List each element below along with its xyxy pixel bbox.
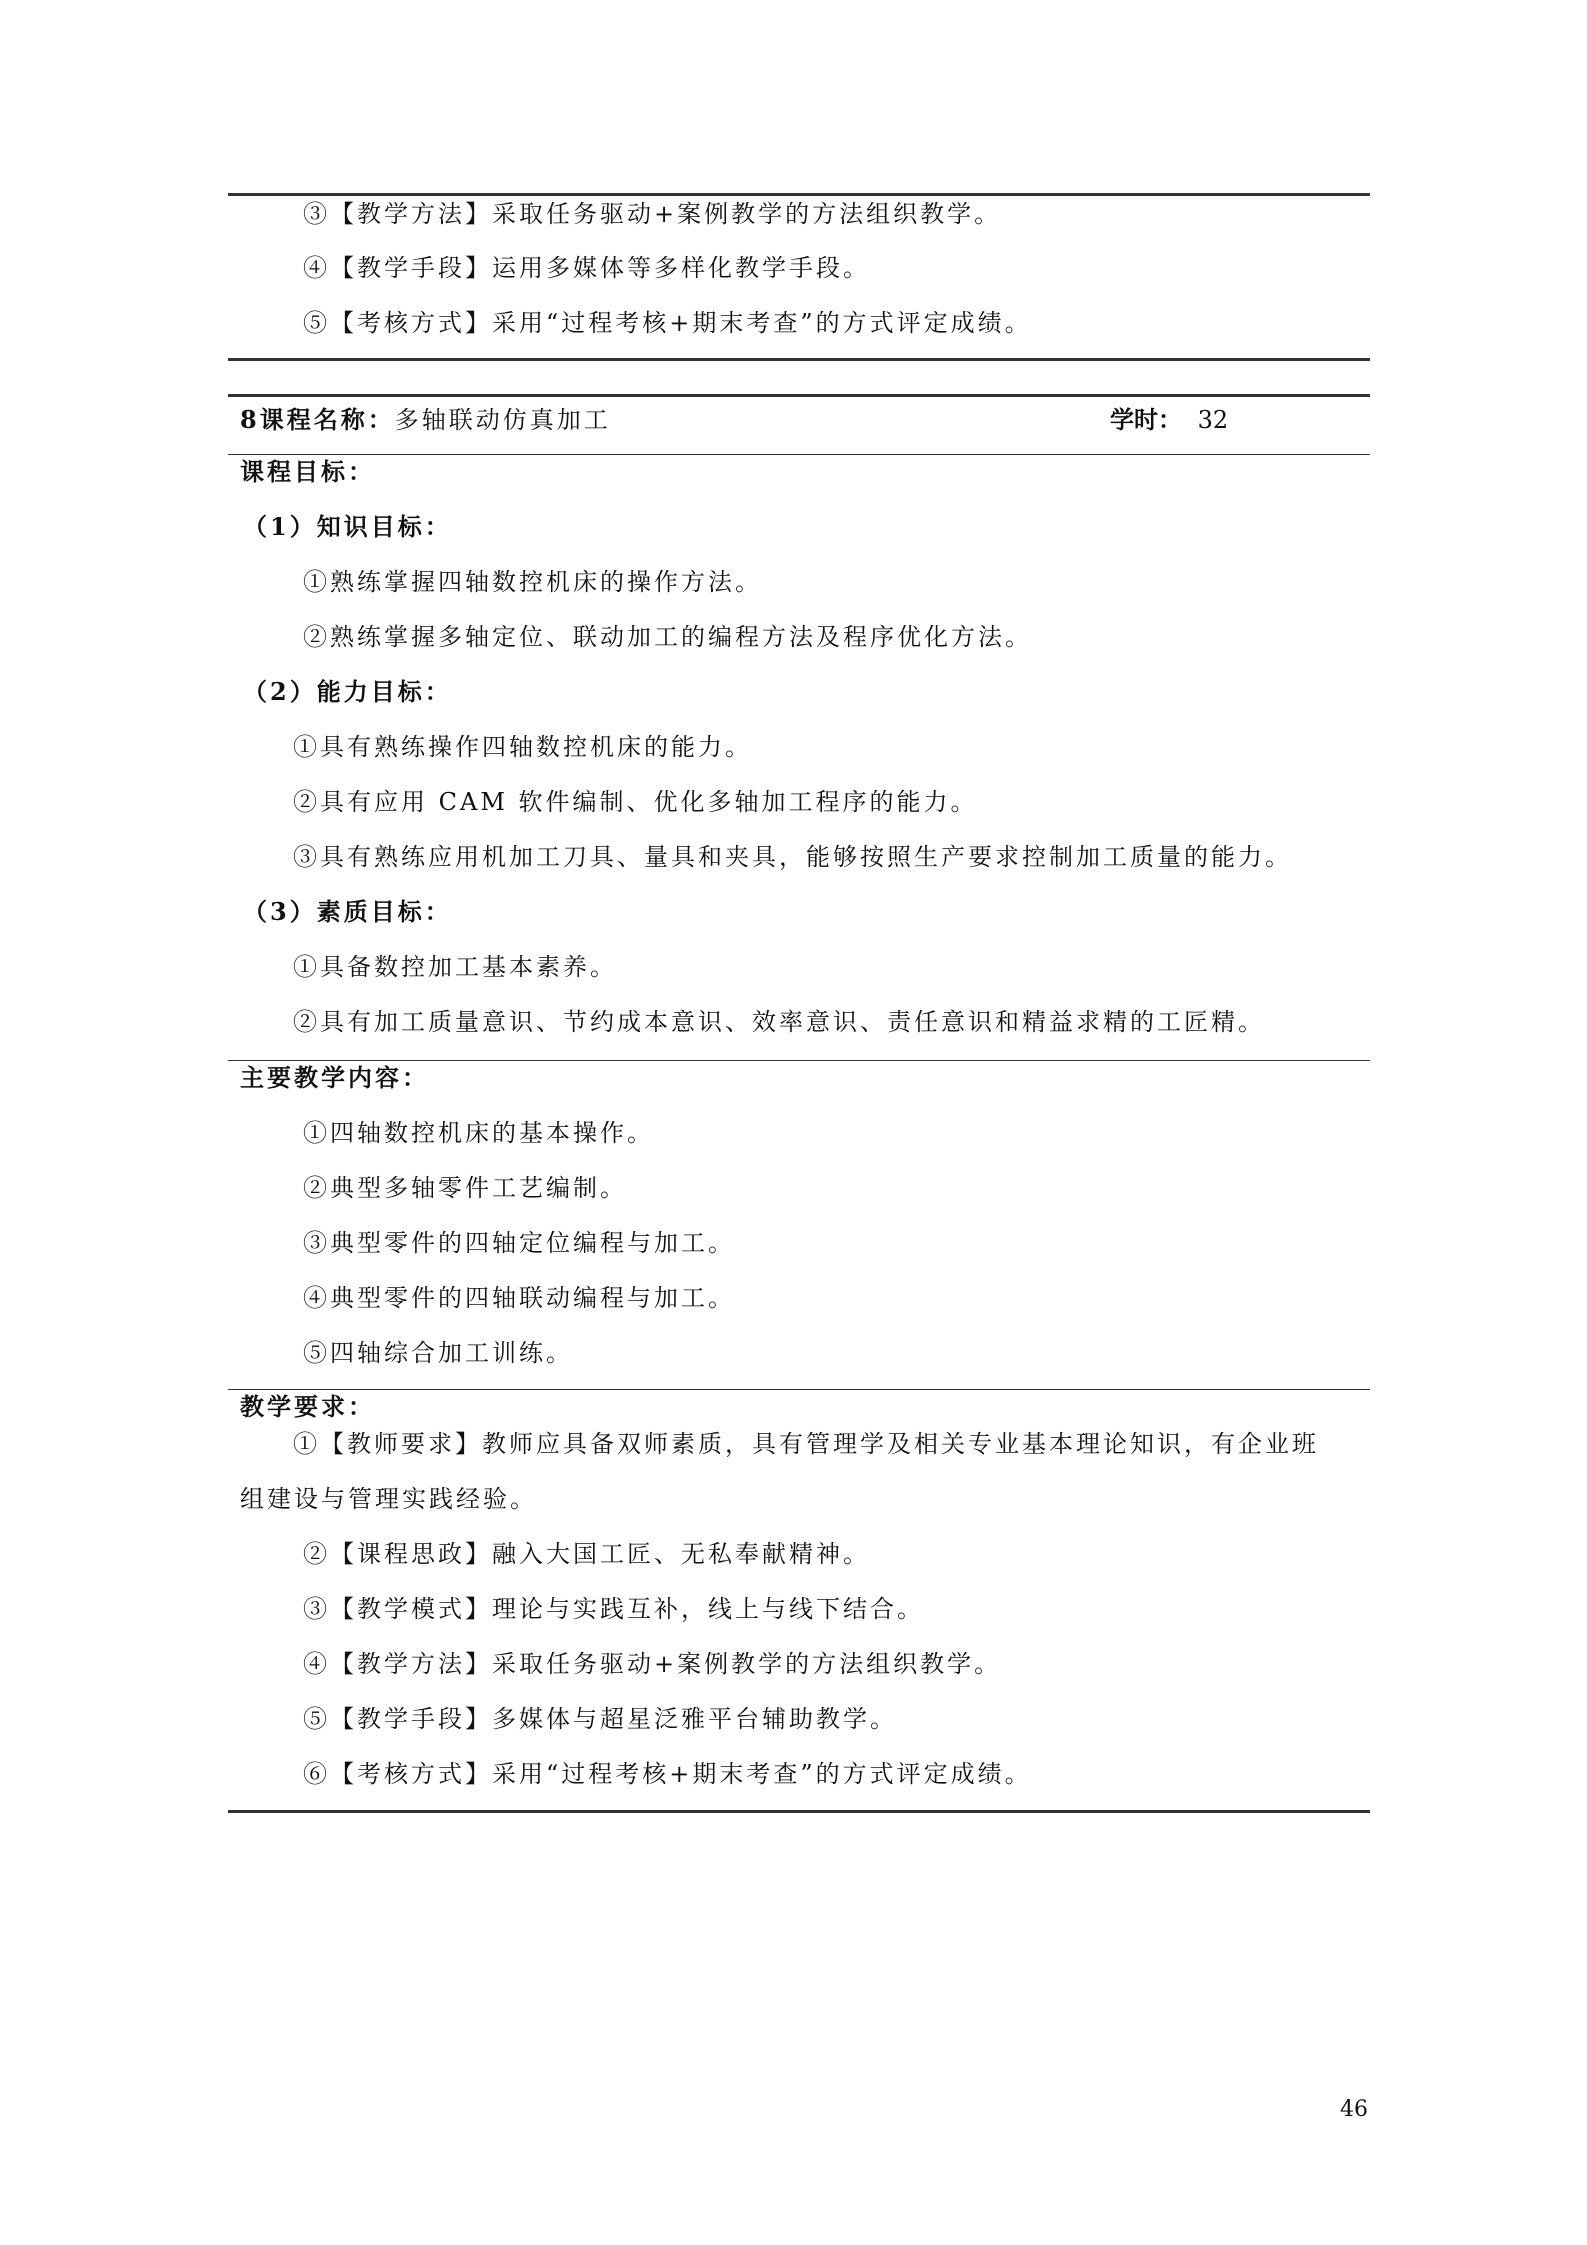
prev-item-5: ⑤【考核方式】采用“过程考核+期末考查”的方式评定成绩。 bbox=[303, 309, 1032, 337]
course-name-label: 8课程名称： bbox=[240, 405, 395, 434]
ability-title: （2）能力目标： bbox=[243, 677, 452, 706]
page-number: 46 bbox=[1340, 2097, 1368, 2122]
prev-item-3: ③【教学方法】采取任务驱动+案例教学的方法组织教学。 bbox=[303, 200, 1002, 228]
quality-item-2: ②具有加工质量意识、节约成本意识、效率意识、责任意识和精益求精的工匠精。 bbox=[293, 1008, 1265, 1036]
course-hours-label: 学时： bbox=[1110, 405, 1182, 434]
requirement-item-3: ③【教学模式】理论与实践互补，线上与线下结合。 bbox=[303, 1595, 924, 1623]
content-item-2: ②典型多轴零件工艺编制。 bbox=[303, 1174, 627, 1202]
prev-item-4: ④【教学手段】运用多媒体等多样化教学手段。 bbox=[303, 254, 870, 282]
objectives-title: 课程目标： bbox=[240, 457, 375, 486]
knowledge-item-1: ①熟练掌握四轴数控机床的操作方法。 bbox=[303, 568, 762, 596]
course-header-top-rule bbox=[228, 394, 1370, 397]
course-hours bbox=[1110, 400, 1228, 440]
requirements-title: 教学要求： bbox=[240, 1392, 375, 1421]
ability-item-2: ②具有应用 CAM 软件编制、优化多轴加工程序的能力。 bbox=[293, 788, 978, 816]
requirement-item-4: ④【教学方法】采取任务驱动+案例教学的方法组织教学。 bbox=[303, 1650, 1002, 1678]
content-item-5: ⑤四轴综合加工训练。 bbox=[303, 1339, 573, 1367]
course-name: 多轴联动仿真加工 bbox=[394, 406, 611, 434]
content-item-1: ①四轴数控机床的基本操作。 bbox=[303, 1119, 654, 1147]
requirement-item-2: ②【课程思政】融入大国工匠、无私奉献精神。 bbox=[303, 1540, 870, 1568]
requirement-item-6: ⑥【考核方式】采用“过程考核+期末考查”的方式评定成绩。 bbox=[303, 1760, 1032, 1788]
knowledge-title: （1）知识目标： bbox=[243, 512, 452, 541]
course-bottom-rule bbox=[228, 1810, 1370, 1813]
course-hours-value: 32 bbox=[1197, 406, 1229, 434]
ability-item-3: ③具有熟练应用机加工刀具、量具和夹具，能够按照生产要求控制加工质量的能力。 bbox=[293, 843, 1292, 871]
content-title: 主要教学内容： bbox=[240, 1063, 429, 1092]
table-bottom-rule bbox=[228, 358, 1370, 361]
requirement-item-1-line2: 组建设与管理实践经验。 bbox=[240, 1485, 537, 1513]
quality-title: （3）素质目标： bbox=[243, 897, 452, 926]
quality-item-1: ①具备数控加工基本素养。 bbox=[293, 953, 617, 981]
knowledge-item-2: ②熟练掌握多轴定位、联动加工的编程方法及程序优化方法。 bbox=[303, 623, 1032, 651]
ability-item-1: ①具有熟练操作四轴数控机床的能力。 bbox=[293, 733, 752, 761]
content-item-3: ③典型零件的四轴定位编程与加工。 bbox=[303, 1229, 735, 1257]
requirement-item-5: ⑤【教学手段】多媒体与超星泛雅平台辅助教学。 bbox=[303, 1705, 897, 1733]
requirement-item-1-line1: ①【教师要求】教师应具备双师素质，具有管理学及相关专业基本理论知识，有企业班 bbox=[293, 1430, 1319, 1458]
content-item-4: ④典型零件的四轴联动编程与加工。 bbox=[303, 1284, 735, 1312]
